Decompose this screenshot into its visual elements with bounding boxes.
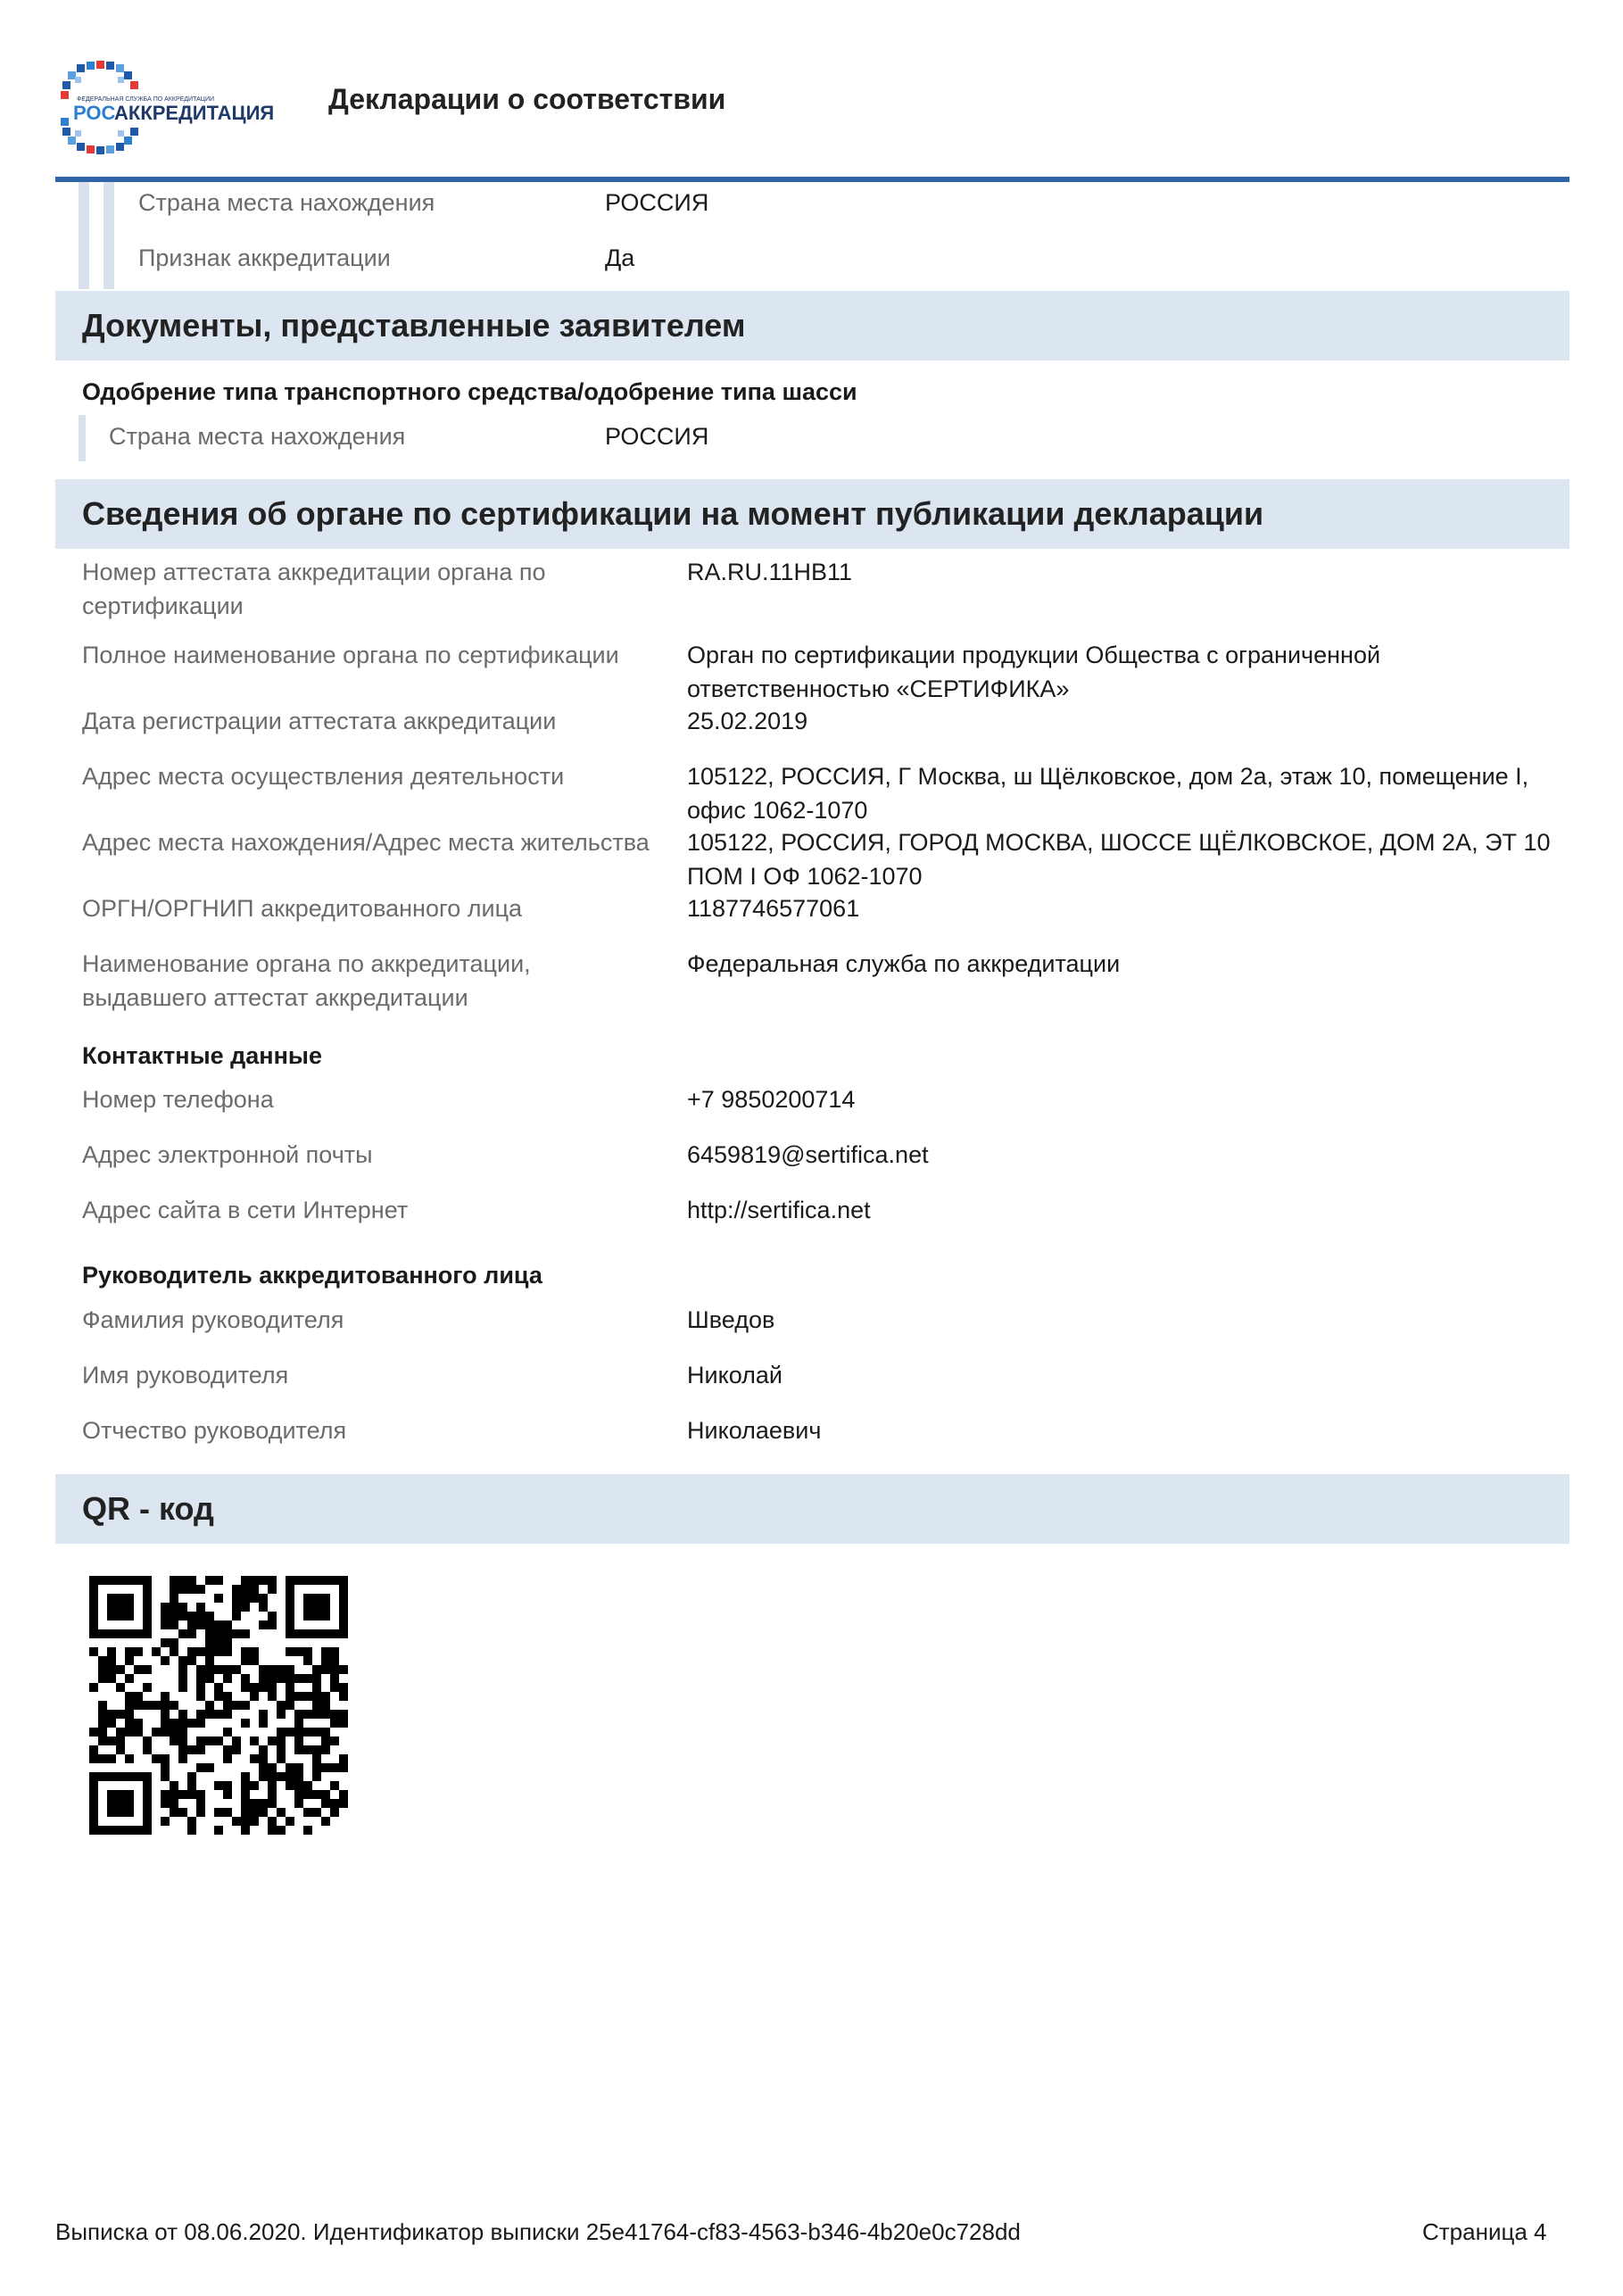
row-value: Николаевич	[687, 1417, 822, 1444]
page-title: Декларации о соответствии	[328, 83, 726, 115]
nesting-bar	[79, 415, 86, 461]
row-label: Дата регистрации аттестата аккредитации	[82, 708, 557, 734]
row-value: 105122, РОССИЯ, Г Москва, ш Щёлковское, дом 2а, этаж 10, помещение I, офис 1062-1070	[687, 763, 1529, 824]
logo-emblem-icon	[57, 57, 298, 155]
nesting-bar-inner	[104, 182, 114, 289]
row-value: 1187746577061	[687, 895, 860, 922]
row-label: Страна места нахождения	[109, 423, 406, 450]
row-label: Фамилия руководителя	[82, 1306, 344, 1333]
section-qr-code	[55, 1474, 1569, 1544]
rosaccreditation-logo	[57, 57, 298, 155]
row-label: Номер аттестата аккредитации органа по сертификации	[82, 559, 546, 619]
svg-text:АККРЕДИТАЦИЯ: АККРЕДИТАЦИЯ	[114, 102, 275, 124]
section-documents	[55, 291, 1569, 361]
section-title: Документы, представленные заявителем	[82, 307, 746, 344]
row-label: Отчество руководителя	[82, 1417, 347, 1444]
phone-value: +7 9850200714	[687, 1086, 856, 1113]
row-value: Федеральная служба по аккредитации	[687, 950, 1121, 977]
website-link[interactable]: http://sertifica.net	[687, 1197, 871, 1223]
section-title: Сведения об органе по сертификации на момент публикации декларации	[82, 495, 1264, 532]
section-certification-body	[55, 479, 1569, 549]
svg-text:ФЕДЕРАЛЬНАЯ СЛУЖБА ПО АККРЕДИТ: ФЕДЕРАЛЬНАЯ СЛУЖБА ПО АККРЕДИТАЦИИ	[77, 96, 215, 103]
header-divider	[55, 177, 1569, 182]
row-label: Адрес места нахождения/Адрес места жительства	[82, 829, 650, 856]
row-value: Шведов	[687, 1306, 775, 1333]
row-value: Николай	[687, 1362, 783, 1388]
row-value: 25.02.2019	[687, 708, 808, 734]
row-value: Да	[605, 245, 635, 271]
page-number: Страница 4	[1422, 2218, 1547, 2245]
row-label: Адрес сайта в сети Интернет	[82, 1197, 409, 1223]
row-label: ОРГН/ОРГНИП аккредитованного лица	[82, 895, 523, 922]
row-value: 105122, РОССИЯ, ГОРОД МОСКВА, ШОССЕ ЩЁЛКОВСКОЕ, ДОМ 2А, ЭТ 10 ПОМ I ОФ 1062-1070	[687, 829, 1551, 890]
qr-code-icon	[89, 1576, 348, 1835]
footer-extract-info: Выписка от 08.06.2020. Идентификатор выписки 25e41764-cf83-4563-b346-4b20e0c728dd	[55, 2218, 1021, 2245]
row-value: РОССИЯ	[605, 189, 709, 216]
row-value: Орган по сертификации продукции Общества с ограниченной ответственностью «СЕРТИФИКА»	[687, 642, 1381, 702]
subheading-head: Руководитель аккредитованного лица	[82, 1262, 542, 1289]
nesting-bar-outer	[79, 182, 89, 289]
row-label: Страна места нахождения	[138, 189, 435, 216]
section-title: QR - код	[82, 1490, 214, 1527]
row-label: Имя руководителя	[82, 1362, 289, 1388]
row-label: Наименование органа по аккредитации, выдавшего аттестат аккредитации	[82, 950, 531, 1011]
row-label: Полное наименование органа по сертификации	[82, 642, 619, 668]
subheading-contacts: Контактные данные	[82, 1042, 322, 1069]
email-value[interactable]: 6459819@sertifica.net	[687, 1141, 929, 1168]
svg-text:РОС: РОС	[73, 102, 116, 124]
row-label: Адрес места осуществления деятельности	[82, 763, 565, 790]
subheading-vehicle-type-approval: Одобрение типа транспортного средства/одобрение типа шасси	[82, 378, 857, 405]
row-value: РОССИЯ	[605, 423, 709, 450]
row-label: Адрес электронной почты	[82, 1141, 373, 1168]
row-value: RA.RU.11НВ11	[687, 559, 853, 585]
row-label: Признак аккредитации	[138, 245, 391, 271]
row-label: Номер телефона	[82, 1086, 274, 1113]
